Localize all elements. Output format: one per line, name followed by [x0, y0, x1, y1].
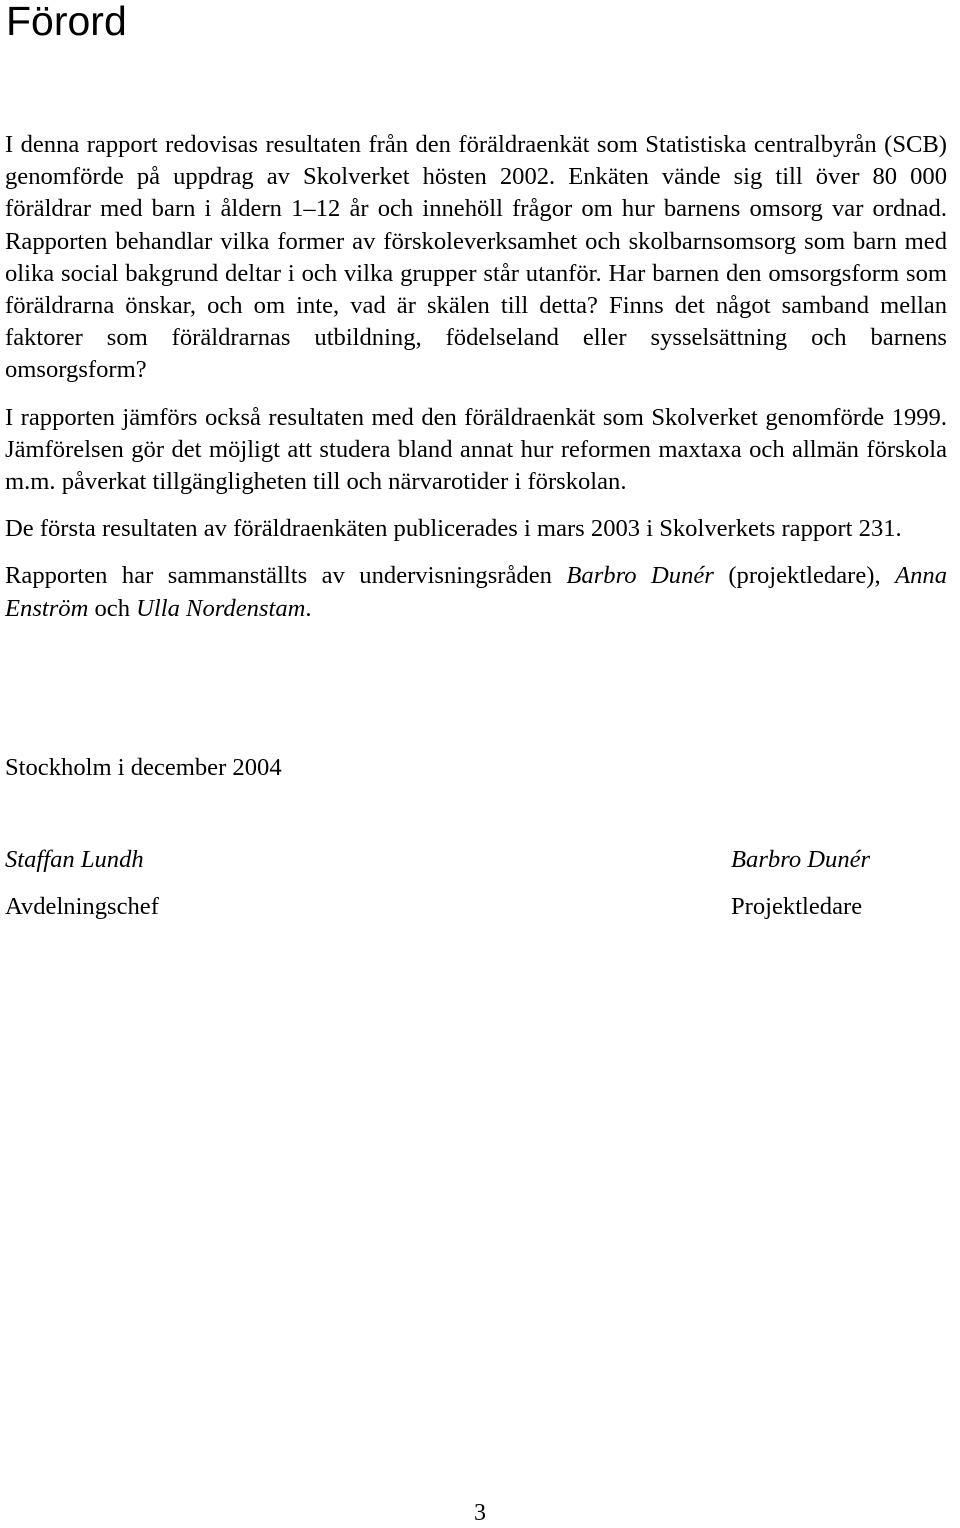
signature-block-right — [731, 844, 870, 923]
place-date: Stockholm i december 2004 — [5, 754, 282, 781]
signature-block-left — [5, 844, 159, 923]
authors-text: (projektledare), — [713, 562, 896, 590]
author-name: Barbro Dunér — [566, 562, 714, 590]
paragraph-comparison: I rapporten jämförs också resultaten med den föräldraenkät som Skolverket genomförde 1999. Jämförelsen gör det möjligt att studera bland annat hur reformen maxtaxa och allmän förskola m.m. påverkat tillgängligheten till och närvarotider i förskolan. — [5, 403, 947, 496]
signature-name: Barbro Dunér — [731, 846, 871, 873]
signature-name: Staffan Lundh — [5, 846, 144, 873]
paragraph-authors — [5, 560, 947, 624]
foreword-body — [5, 129, 947, 625]
page-title: Förord — [6, 0, 127, 44]
author-name: Ulla Nordenstam — [136, 594, 306, 622]
paragraph-intro: I denna rapport redovisas resultaten från den föräldraenkät som Statistiska centralbyrån (SCB) genomförde på uppdrag av Skolverket hösten 2002. Enkäten vände sig till över 80 000 föräldrar med barn i åldern 1–12 år och innehöll frågor om hur barnens omsorg var ordnad. Rapporten behandlar vilka former av förskoleverksamhet och skolbarnsomsorg som barn med olika social bakgrund deltar i och vilka grupper står utanför. Har barnen den omsorgsform som föräldrarna önskar, och om inte, vad är skälen till detta? Finns det något samband mellan faktorer som föräldrarnas utbildning, födelseland eller sysselsättning och barnens omsorgsform? — [5, 131, 947, 384]
authors-text: och — [88, 594, 137, 622]
page-number: 3 — [474, 1500, 486, 1526]
author-name: Anna Enström — [5, 562, 947, 622]
signature-role: Projektledare — [731, 893, 863, 920]
paragraph-first-results: De första resultaten av föräldraenkäten publicerades i mars 2003 i Skolverkets rapport 231. — [5, 515, 902, 543]
authors-end-text: . — [305, 594, 312, 622]
signature-role: Avdelningschef — [5, 893, 159, 920]
authors-lead-text: Rapporten har sammanställts av undervisningsråden — [5, 562, 567, 590]
